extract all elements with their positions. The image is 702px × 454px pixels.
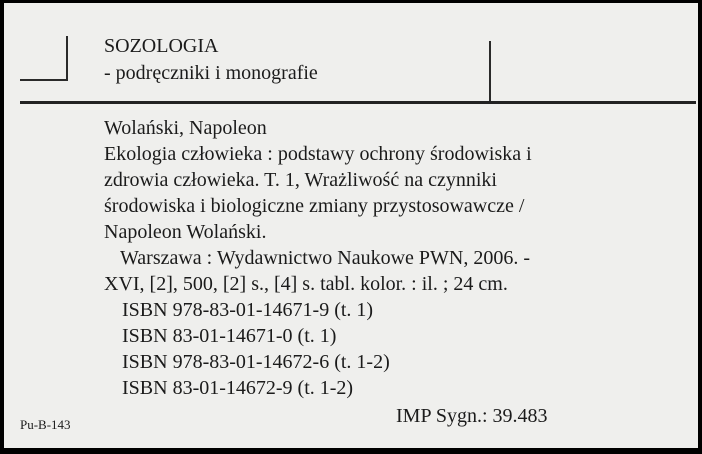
catalog-card [4, 3, 698, 448]
isbn-line: ISBN 83-01-14671-0 (t. 1) [122, 325, 337, 347]
title-line: Ekologia człowieka : podstawy ochrony środowiska i [104, 143, 532, 165]
title-line: zdrowia człowieka. T. 1, Wrażliwość na czynniki [104, 169, 497, 191]
series-title: SOZOLOGIA [104, 35, 219, 57]
series-subtitle: - podręczniki i monografie [104, 62, 318, 84]
corner-bracket-vertical [66, 36, 68, 81]
series-block [104, 33, 318, 87]
imprint-line: XVI, [2], 500, [2] s., [4] s. tabl. kolor. : il. ; 24 cm. [104, 273, 508, 295]
header-divider-vertical [489, 41, 491, 101]
isbn-line: ISBN 978-83-01-14672-6 (t. 1-2) [122, 351, 390, 373]
bibliographic-entry [104, 115, 604, 401]
author: Wolański, Napoleon [104, 117, 267, 139]
call-number: IMP Sygn.: 39.483 [396, 405, 548, 427]
title-line: Napoleon Wolański. [104, 221, 267, 243]
title-line: środowiska i biologiczne zmiany przystosowawcze / [104, 195, 525, 217]
header-divider-horizontal [20, 101, 696, 104]
imprint-line: Warszawa : Wydawnictwo Naukowe PWN, 2006. - [120, 247, 531, 269]
isbn-line: ISBN 978-83-01-14671-9 (t. 1) [122, 299, 374, 321]
card-id: Pu-B-143 [20, 417, 71, 432]
isbn-line: ISBN 83-01-14672-9 (t. 1-2) [122, 377, 354, 399]
corner-bracket-horizontal [20, 79, 68, 81]
